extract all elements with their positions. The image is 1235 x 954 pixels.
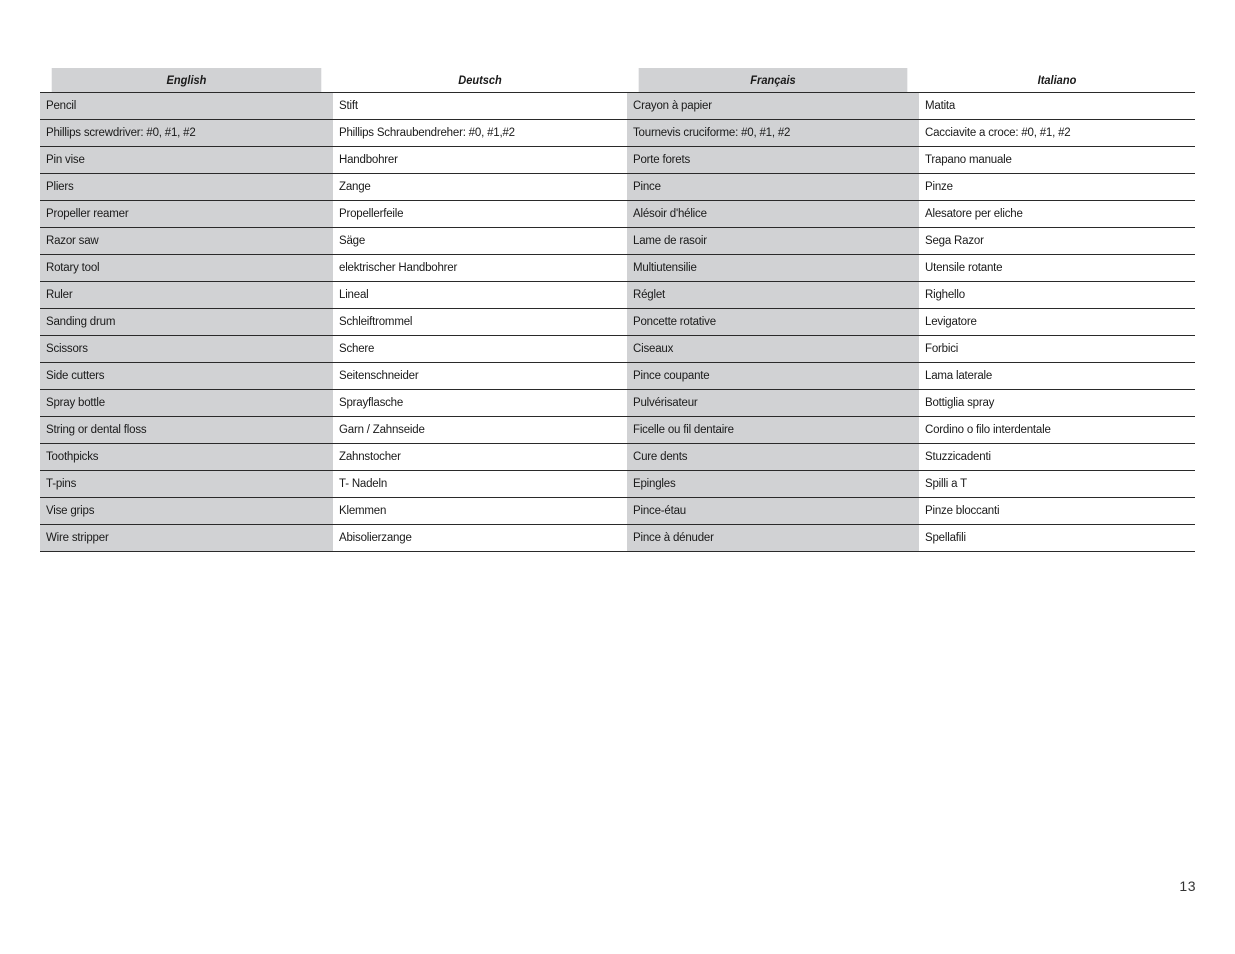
table-row — [40, 93, 1195, 120]
table-row — [40, 120, 1195, 147]
table-row — [40, 444, 1195, 471]
cell-english: Phillips screwdriver: #0, #1, #2 — [40, 120, 333, 147]
page-number: 13 — [1179, 878, 1196, 894]
cell-english: Pin vise — [40, 147, 333, 174]
cell-english: Propeller reamer — [40, 201, 333, 228]
cell-deutsch: Abisolierzange — [333, 525, 627, 552]
cell-italiano: Alesatore per eliche — [919, 201, 1195, 228]
cell-english: Scissors — [40, 336, 333, 363]
table-body — [40, 93, 1195, 552]
cell-italiano: Sega Razor — [919, 228, 1195, 255]
cell-deutsch: Garn / Zahnseide — [333, 417, 627, 444]
cell-deutsch: Zange — [333, 174, 627, 201]
cell-english: Sanding drum — [40, 309, 333, 336]
cell-deutsch: Lineal — [333, 282, 627, 309]
cell-francais: Ficelle ou fil dentaire — [627, 417, 919, 444]
cell-francais: Porte forets — [627, 147, 919, 174]
table-row — [40, 390, 1195, 417]
cell-italiano: Pinze — [919, 174, 1195, 201]
cell-deutsch: Phillips Schraubendreher: #0, #1,#2 — [333, 120, 627, 147]
cell-italiano: Pinze bloccanti — [919, 498, 1195, 525]
cell-deutsch: Seitenschneider — [333, 363, 627, 390]
cell-italiano: Stuzzicadenti — [919, 444, 1195, 471]
cell-deutsch: T- Nadeln — [333, 471, 627, 498]
cell-italiano: Levigatore — [919, 309, 1195, 336]
table-row — [40, 417, 1195, 444]
cell-deutsch: Zahnstocher — [333, 444, 627, 471]
cell-deutsch: Propellerfeile — [333, 201, 627, 228]
table-row — [40, 525, 1195, 552]
cell-english: Side cutters — [40, 363, 333, 390]
cell-deutsch: Stift — [333, 93, 627, 120]
cell-deutsch: Handbohrer — [333, 147, 627, 174]
cell-english: Rotary tool — [40, 255, 333, 282]
cell-francais: Pulvérisateur — [627, 390, 919, 417]
cell-english: Pliers — [40, 174, 333, 201]
cell-english: Razor saw — [40, 228, 333, 255]
table-row — [40, 336, 1195, 363]
column-header-francais: Français — [639, 68, 908, 93]
cell-deutsch: elektrischer Handbohrer — [333, 255, 627, 282]
header-row — [40, 68, 1195, 93]
cell-english: Ruler — [40, 282, 333, 309]
cell-deutsch: Schleiftrommel — [333, 309, 627, 336]
cell-francais: Epingles — [627, 471, 919, 498]
tool-glossary-table — [40, 68, 1195, 552]
cell-francais: Alésoir d'hélice — [627, 201, 919, 228]
column-header-deutsch: Deutsch — [345, 68, 615, 93]
cell-english: Wire stripper — [40, 525, 333, 552]
cell-deutsch: Säge — [333, 228, 627, 255]
cell-english: Vise grips — [40, 498, 333, 525]
table-row — [40, 498, 1195, 525]
cell-italiano: Cacciavite a croce: #0, #1, #2 — [919, 120, 1195, 147]
cell-francais: Réglet — [627, 282, 919, 309]
cell-francais: Tournevis cruciforme: #0, #1, #2 — [627, 120, 919, 147]
cell-italiano: Trapano manuale — [919, 147, 1195, 174]
table-row — [40, 282, 1195, 309]
cell-francais: Pince — [627, 174, 919, 201]
cell-deutsch: Schere — [333, 336, 627, 363]
cell-italiano: Utensile rotante — [919, 255, 1195, 282]
column-header-italiano: Italiano — [930, 68, 1184, 93]
cell-italiano: Matita — [919, 93, 1195, 120]
cell-francais: Multiutensilie — [627, 255, 919, 282]
cell-english: Pencil — [40, 93, 333, 120]
cell-italiano: Righello — [919, 282, 1195, 309]
table-row — [40, 147, 1195, 174]
cell-deutsch: Klemmen — [333, 498, 627, 525]
table-row — [40, 471, 1195, 498]
cell-francais: Poncette rotative — [627, 309, 919, 336]
cell-italiano: Spilli a T — [919, 471, 1195, 498]
table-row — [40, 363, 1195, 390]
table-row — [40, 309, 1195, 336]
cell-francais: Lame de rasoir — [627, 228, 919, 255]
cell-francais: Ciseaux — [627, 336, 919, 363]
cell-francais: Pince coupante — [627, 363, 919, 390]
cell-deutsch: Sprayflasche — [333, 390, 627, 417]
table-header — [40, 68, 1195, 93]
table-row — [40, 201, 1195, 228]
table-row — [40, 174, 1195, 201]
cell-italiano: Forbici — [919, 336, 1195, 363]
cell-english: Toothpicks — [40, 444, 333, 471]
cell-francais: Pince-étau — [627, 498, 919, 525]
cell-francais: Pince à dénuder — [627, 525, 919, 552]
cell-italiano: Bottiglia spray — [919, 390, 1195, 417]
cell-italiano: Cordino o filo interdentale — [919, 417, 1195, 444]
cell-francais: Crayon à papier — [627, 93, 919, 120]
column-header-english: English — [52, 68, 322, 93]
cell-english: T-pins — [40, 471, 333, 498]
table-row — [40, 228, 1195, 255]
cell-francais: Cure dents — [627, 444, 919, 471]
cell-italiano: Spellafili — [919, 525, 1195, 552]
table-row — [40, 255, 1195, 282]
cell-english: Spray bottle — [40, 390, 333, 417]
cell-english: String or dental floss — [40, 417, 333, 444]
cell-italiano: Lama laterale — [919, 363, 1195, 390]
